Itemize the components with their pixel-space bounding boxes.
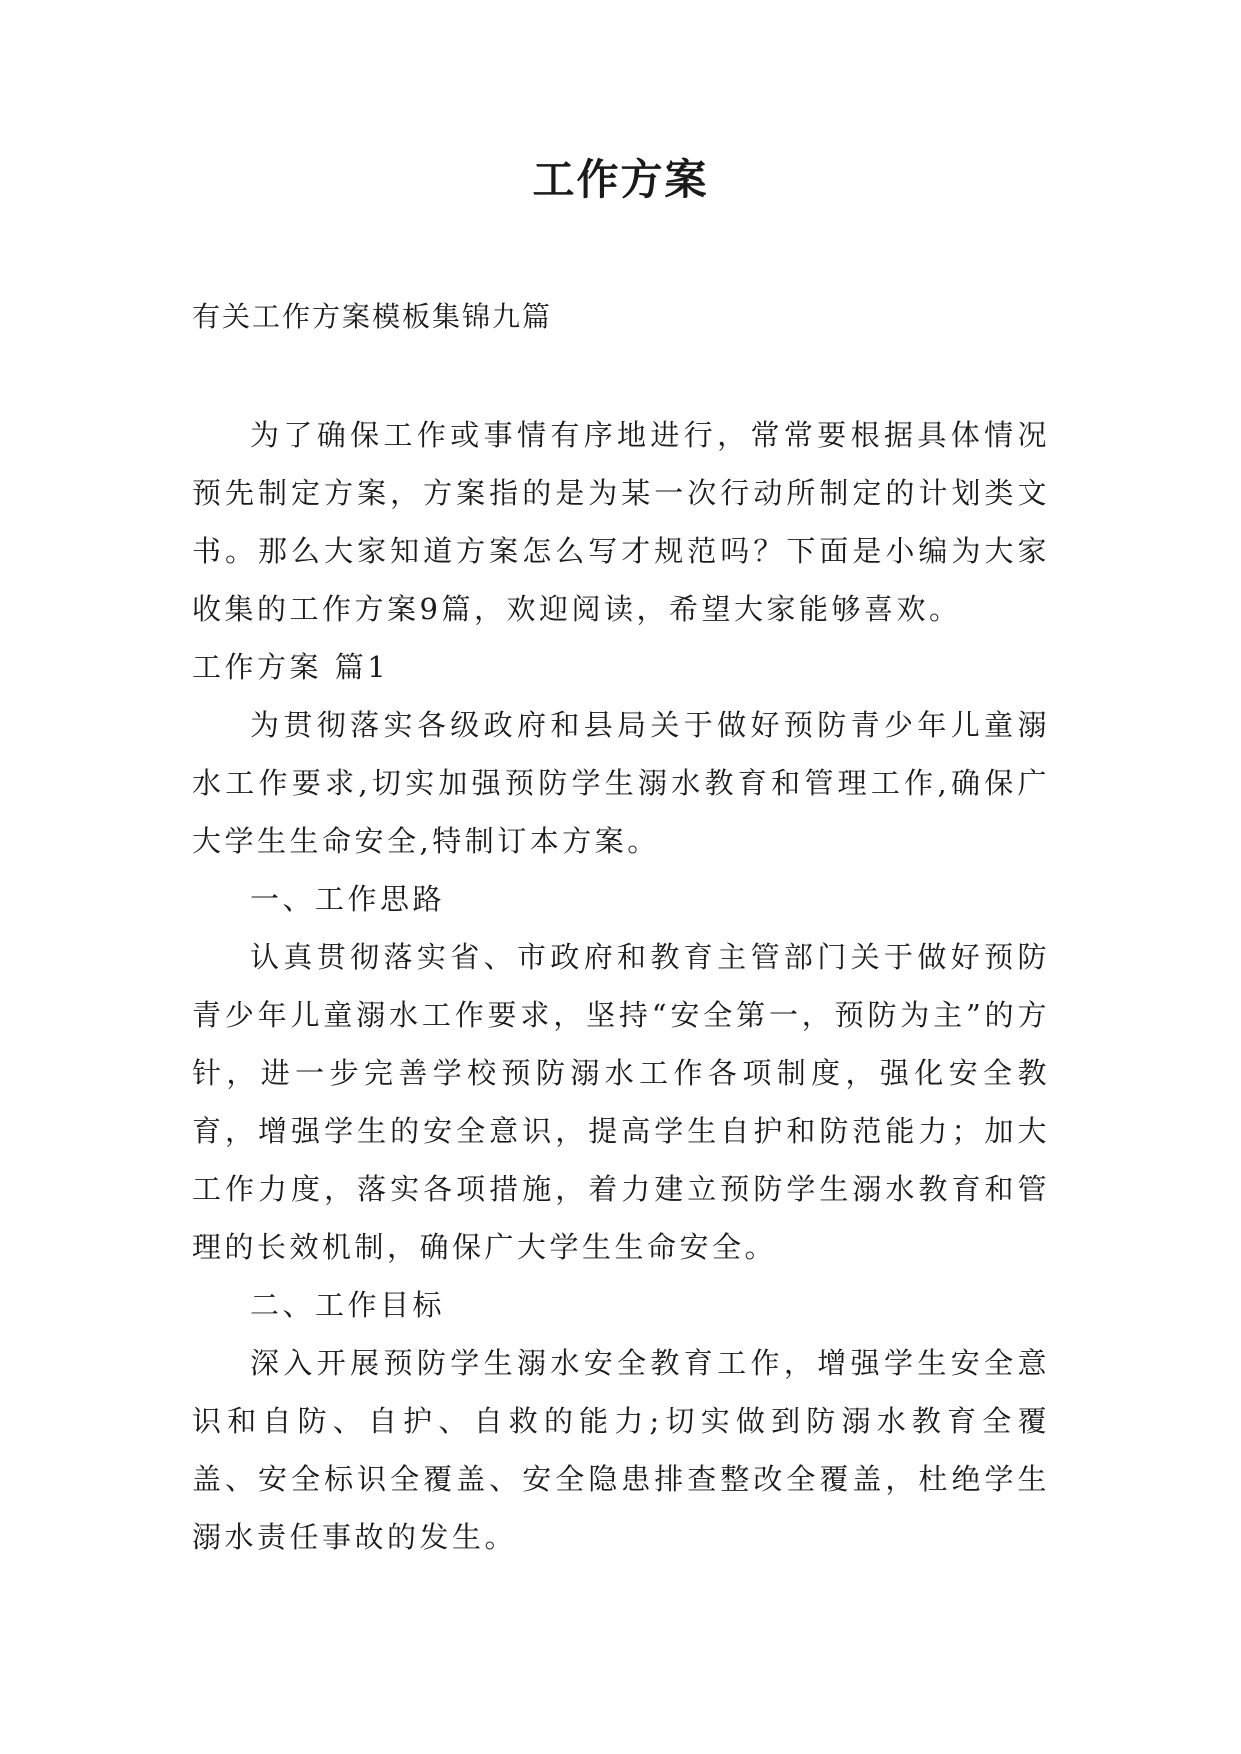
heading-work-goals: 二、工作目标: [250, 1288, 446, 1322]
document-title: 工作方案: [532, 155, 709, 204]
work-goals-paragraph: 深入开展预防学生溺水安全教育工作，增强学生安全意识和自防、自护、自救的能力;切实做到防溺水教育全覆盖、安全标识全覆盖、安全隐患排查整改全覆盖，杜绝学生溺水责任事故的发生。: [192, 1346, 1050, 1554]
section-heading-1: 工作方案 篇1: [192, 650, 390, 684]
spacer: [192, 346, 1050, 406]
section1-paragraph: 为贯彻落实各级政府和县局关于做好预防青少年儿童溺水工作要求,切实加强预防学生溺水教育和管理工作,确保广大学生生命安全,特制订本方案。: [192, 708, 1050, 858]
heading-work-ideas: 一、工作思路: [250, 882, 446, 916]
intro-paragraph: 为了确保工作或事情有序地进行，常常要根据具体情况预先制定方案，方案指的是为某一次行动所制定的计划类文书。那么大家知道方案怎么写才规范吗？下面是小编为大家收集的工作方案9篇，欢迎阅读，希望大家能够喜欢。: [192, 418, 1050, 626]
work-ideas-paragraph: 认真贯彻落实省、市政府和教育主管部门关于做好预防青少年儿童溺水工作要求，坚持“安全第一，预防为主”的方针，进一步完善学校预防溺水工作各项制度，强化安全教育，增强学生的安全意识，提高学生自护和防范能力；加大工作力度，落实各项措施，着力建立预防学生溺水教育和管理的长效机制，确保广大学生生命安全。: [192, 940, 1050, 1264]
document-subtitle: 有关工作方案模板集锦九篇: [192, 300, 553, 333]
document-body: [192, 288, 1050, 1566]
